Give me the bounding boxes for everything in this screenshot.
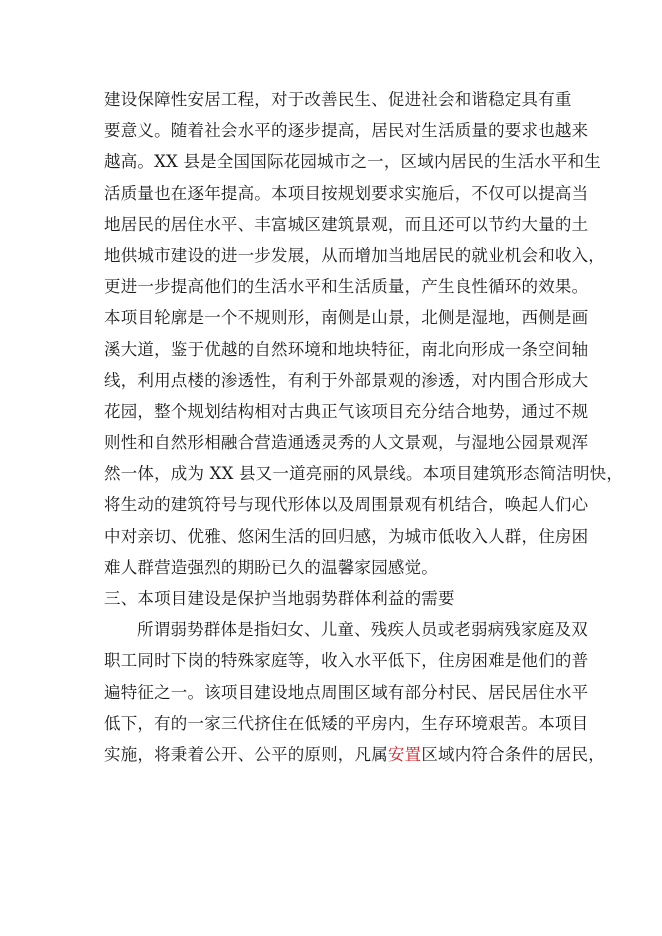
text-line: 越高。XX 县是全国国际花园城市之一，区域内居民的生活水平和生 [104, 152, 601, 172]
text-line: 本项目轮廓是一个不规则形，南侧是山景，北侧是湿地，西侧是画 [104, 308, 589, 328]
text-line: 建设保障性安居工程，对于改善民生、促进社会和谐稳定具有重 [104, 90, 572, 109]
text-line: 活质量也在逐年提高。本项目按规划要求实施后，不仅可以提高当 [104, 183, 589, 203]
text-line: 职工同时下岗的特殊家庭等，收入水平低下，住房困难是他们的普 [104, 651, 589, 671]
text-line: 则性和自然形相融合营造通透灵秀的人文景观，与湿地公园景观浑 [104, 433, 589, 453]
highlighted-text: 安置 [387, 744, 422, 764]
text-line: 遍特征之一。该项目建设地点周围区域有部分村民、居民居住水平 [104, 682, 589, 702]
text-line: 溪大道，鉴于优越的自然环境和地块特征，南北向形成一条空间轴 [104, 339, 589, 359]
text-line: 难人群营造强烈的期盼已久的温馨家园感觉。 [104, 557, 438, 577]
paragraph-vulnerable-groups [104, 614, 606, 770]
section-heading: 三、本项目建设是保护当地弱势群体利益的需要 [104, 589, 455, 608]
paragraph-housing-significance [104, 84, 605, 302]
text-line: 将生动的建筑符号与现代形体以及周围景观有机结合，唤起人们心 [104, 495, 589, 515]
text-segment: 区域内符合条件的居民， [421, 744, 606, 764]
document-body [104, 84, 624, 770]
text-line: 要意义。随着社会水平的逐步提高，居民对生活质量的要求也越来 [104, 121, 589, 141]
text-line: 地居民的居住水平、丰富城区建筑景观，而且还可以节约大量的土 [104, 214, 589, 234]
paragraph-project-outline [104, 302, 624, 583]
text-line-with-highlight [104, 739, 606, 770]
text-line: 更进一步提高他们的生活水平和生活质量，产生良性循环的效果。 [104, 277, 589, 297]
text-line: 花园，整个规划结构相对古典正气该项目充分结合地势，通过不规 [104, 401, 589, 421]
text-segment: 实施，将秉着公开、公平的原则，凡属 [104, 744, 388, 764]
text-line: 线，利用点楼的渗透性，有利于外部景观的渗透，对内围合形成大 [104, 370, 589, 390]
text-line: 地供城市建设的进一步发展，从而增加当地居民的就业机会和收入， [104, 245, 605, 265]
text-line: 低下，有的一家三代挤住在低矮的平房内，生存环境艰苦。本项目 [104, 713, 589, 733]
text-line: 中对亲切、优雅、悠闲生活的回归感，为城市低收入人群，住房困 [104, 526, 589, 546]
text-line: 所谓弱势群体是指妇女、儿童、残疾人员或老弱病残家庭及双 [137, 620, 588, 640]
text-line: 然一体，成为 XX 县又一道亮丽的风景线。本项目建筑形态简洁明快， [104, 464, 624, 484]
